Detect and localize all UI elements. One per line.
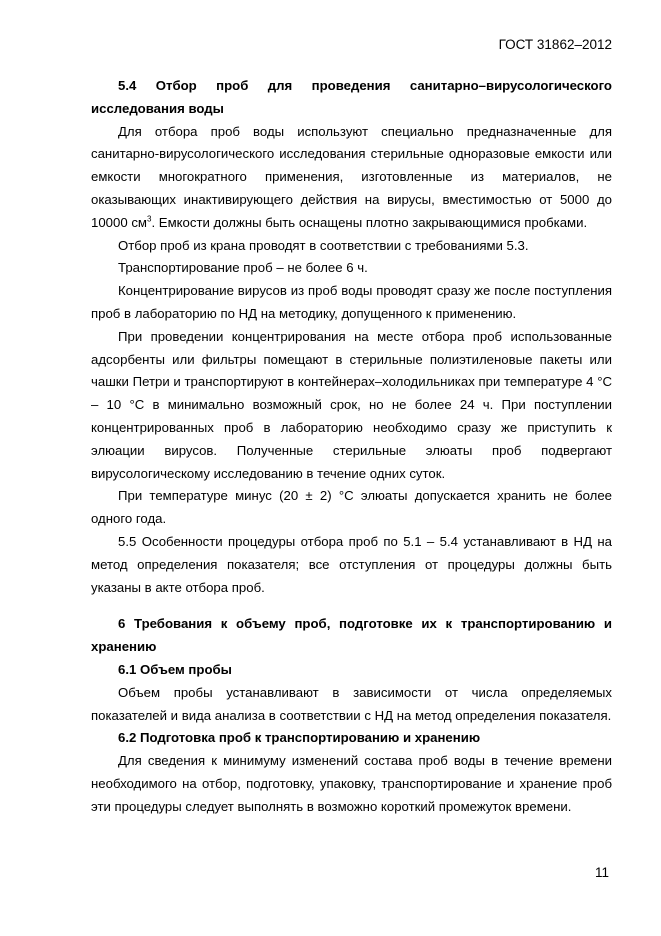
document-code-header: ГОСТ 31862–2012: [498, 37, 612, 52]
section-5-5-paragraph: 5.5 Особенности процедуры отбора проб по 5.1 – 5.4 устанавливают в НД на метод определения показателя; все отступления от процедуры должны быть указаны в акте отбора проб.: [91, 533, 612, 595]
page-number: 11: [594, 865, 609, 880]
paragraph-text: Для отбора проб воды используют специально предназначенные для санитарно-вирусологического исследования стерильные одноразовые емкости или емкости многократного применения, изготовленные из материалов, не оказывающих инактивирующего действия на вирусы, вместимостью от 5000 до 10000 см: [91, 123, 612, 230]
section-6-1-paragraph: Объем пробы устанавливают в зависимости от числа определяемых показателей и вида анализа в соответствии с НД на метод определения показателя.: [91, 684, 612, 723]
page-content: [91, 75, 612, 819]
section-5-4-paragraph-4: Концентрирование вирусов из проб воды проводят сразу же после поступления проб в лабораторию по НД на методику, допущенного к применению.: [91, 283, 612, 321]
section-6-2-heading: 6.2 Подготовка проб к транспортированию и хранению: [118, 730, 481, 746]
section-5-4-paragraph-1: [91, 121, 612, 235]
paragraph-text-continued: . Емкости должны быть оснащены плотно закрывающимися пробками.: [151, 214, 588, 230]
superscript: 3: [147, 214, 152, 224]
section-5-4-paragraph-2: Отбор проб из крана проводят в соответствии с требованиями 5.3.: [118, 237, 529, 253]
section-5-4-paragraph-3: Транспортирование проб – не более 6 ч.: [118, 260, 368, 276]
section-6-heading: 6 Требования к объему проб, подготовке их к транспортированию и хранению: [91, 616, 612, 655]
section-5-4-heading: 5.4 Отбор проб для проведения санитарно–вирусологического исследования воды: [91, 78, 612, 116]
section-5-4-paragraph-5: При проведении концентрирования на месте отбора проб использованные адсорбенты или фильтры помещают в стерильные полиэтиленовые пакеты или чашки Петри и транспортируют в контейнерах–холодильниках при температуре 4 °С – 10 °С в минимально возможный срок, но не более 24 ч. При поступлении концентрированных проб в лабораторию необходимо сразу же приступить к элюации вирусов. Полученные стерильные элюаты проб подвергают вирусологическому исследованию в течение одних суток.: [91, 328, 612, 481]
section-6-2-paragraph: Для сведения к минимуму изменений состава проб воды в течение времени необходимого на отбор, подготовку, упаковку, транспортирование и хранение проб эти процедуры следует выполнять в возможно короткий промежуток времени.: [91, 753, 612, 814]
section-6-1-heading: 6.1 Объем пробы: [118, 661, 232, 677]
section-5-4-paragraph-6: При температуре минус (20 ± 2) °С элюаты допускается хранить не более одного года.: [91, 488, 612, 527]
